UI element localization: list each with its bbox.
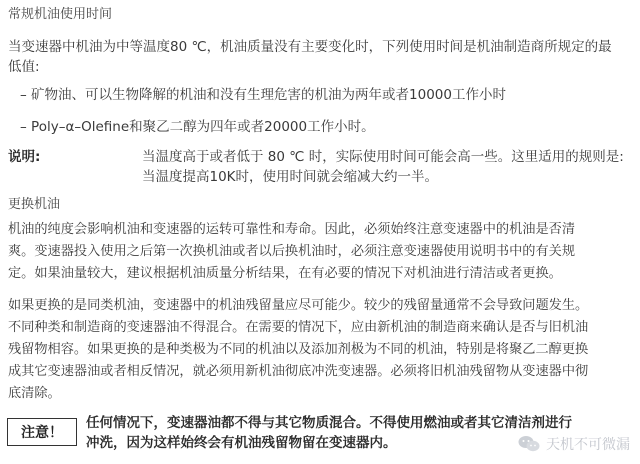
note-label: 说明: [8,149,41,165]
bullet-polyolefine: – Poly–α–Olefine和聚乙二醇为四年或者20000工作小时。 [20,119,375,135]
paragraph-2-line-3: 残留物相容。如果更换的是种类极为不同的机油以及添加剂极为不同的机油，特别是将聚乙二醇更换 [8,342,589,357]
note-line-2: 当温度提高10K时，使用时间就会缩减大约一半。 [142,169,439,185]
intro-line-1: 当变速器中机油为中等温度80 ℃，机油质量没有主要变化时，下列使用时间是机油制造商所规定的最 [8,39,612,55]
watermark [518,434,630,454]
paragraph-2-line-2: 不同种类和制造商的变速器油不得混合。在需要的情况下，应由新机油的制造商来确认是否与旧机油 [8,320,589,335]
bullet-mineral-oil: – 矿物油、可以生物降解的机油和没有生理危害的机油为两年或者10000工作小时 [20,87,506,103]
paragraph-1-line-2: 爽。变速器投入使用之后第一次换机油或者以后换机油时，必须注意变速器使用说明书中的有关规 [8,244,576,259]
paragraph-1-line-3: 定。如果油量较大，建议根据机油质量分析结果，在有必要的情况下对机油进行清洁或者更换。 [8,266,562,281]
paragraph-1-line-1: 机油的纯度会影响机油和变速器的运转可靠性和寿命。因此，必须始终注意变速器中的机油是否清 [8,222,576,237]
warning-line-1: 任何情况下，变速器油都不得与其它物质混合。不得使用燃油或者其它清洁剂进行 [86,415,572,431]
paragraph-2-line-4: 成其它变速器油或者相反情况，就必须用新机油彻底冲洗变速器。必须将旧机油残留物从变速器中彻 [8,364,589,379]
intro-line-2: 低值: [8,59,40,75]
warning-label: 注意！ [21,425,63,441]
wechat-icon [518,435,540,453]
paragraph-2-line-5: 底清除。 [8,386,61,401]
paragraph-2-line-1: 如果更换的是同类机油，变速器中的机油残留量应尽可能少。较少的残留量通常不会导致问题发生。 [8,298,589,313]
warning-label-box [7,418,77,446]
watermark-text: 天机不可微漏 [546,437,630,453]
note-line-1: 当温度高于或者低于 80 ℃ 时，实际使用时间可能会高一些。这里适用的规则是: [142,149,624,165]
section-title-oil-life: 常规机油使用时间 [8,7,113,22]
section-title-oil-change: 更换机油 [8,197,61,212]
warning-line-2: 冲洗，因为这样始终会有机油残留物留在变速器内。 [86,435,397,451]
